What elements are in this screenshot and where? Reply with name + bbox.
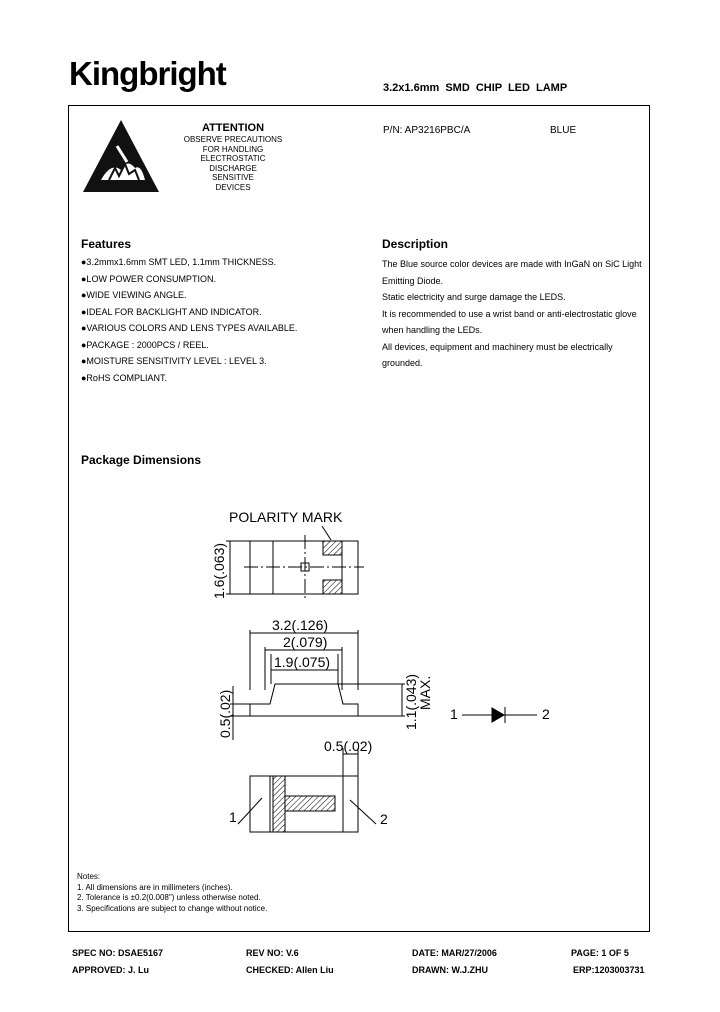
pad-thickness-dimension-label: 0.5(.02) bbox=[217, 689, 233, 738]
approved-by: APPROVED: J. Lu bbox=[72, 965, 150, 975]
attention-heading: ATTENTION bbox=[201, 122, 265, 134]
attention-line: FOR HANDLING bbox=[202, 144, 264, 154]
kingbright-logo: Kingbright bbox=[69, 55, 226, 92]
note-line: 1. All dimensions are in millimeters (inches). bbox=[77, 882, 233, 892]
description-paragraph: The Blue source color devices are made with InGaN on SiC Light Emitting Diode. bbox=[382, 259, 642, 286]
feature-item: ●WIDE VIEWING ANGLE. bbox=[81, 290, 187, 300]
diode-symbol-icon bbox=[462, 707, 537, 723]
description-heading: Description bbox=[382, 237, 449, 251]
attention-line: DEVICES bbox=[215, 182, 251, 192]
top-width-dimension-label: 1.9(.075) bbox=[274, 654, 331, 670]
page-number: PAGE: 1 OF 5 bbox=[571, 948, 629, 958]
description-paragraph: Static electricity and surge damage the LEDS. bbox=[382, 292, 566, 302]
diode-pin2-label: 2 bbox=[542, 706, 550, 722]
diode-pin1-label: 1 bbox=[450, 706, 458, 722]
polarity-leader bbox=[322, 526, 331, 540]
attention-line: SENSITIVE bbox=[212, 173, 254, 183]
height-dimension-label: 1.6(.063) bbox=[211, 542, 227, 599]
attention-line: DISCHARGE bbox=[209, 163, 257, 173]
pad2-label: 2 bbox=[380, 811, 388, 827]
description-paragraph: All devices, equipment and machinery must be electrically grounded. bbox=[382, 341, 613, 368]
emitting-color: BLUE bbox=[550, 125, 577, 136]
notes-block bbox=[77, 872, 267, 914]
thickness-dimension-label: 1.1(.043) bbox=[403, 673, 419, 730]
attention-line: OBSERVE PRECAUTIONS bbox=[183, 135, 283, 144]
pad1-label: 1 bbox=[229, 809, 237, 825]
features-heading: Features bbox=[81, 237, 132, 251]
length-dimension-label: 3.2(.126) bbox=[272, 617, 329, 633]
drawn-by: DRAWN: W.J.ZHU bbox=[412, 965, 488, 975]
notes-heading: Notes: bbox=[77, 872, 101, 881]
feature-item: ●3.2mmx1.6mm SMT LED, 1.1mm THICKNESS. bbox=[81, 257, 277, 267]
feature-item: ●PACKAGE : 2000PCS / REEL. bbox=[81, 339, 209, 350]
polarity-mark-hatch bbox=[323, 541, 342, 555]
feature-item: ●RoHS COMPLIANT. bbox=[81, 372, 167, 383]
pad-width-dimension-label: 0.5(.02) bbox=[324, 738, 373, 754]
date: DATE: MAR/27/2006 bbox=[412, 948, 497, 958]
feature-item: ●LOW POWER CONSUMPTION. bbox=[81, 273, 216, 284]
note-line: 3. Specifications are subject to change without notice. bbox=[77, 903, 268, 913]
feature-item: ●MOISTURE SENSITIVITY LEVEL : LEVEL 3. bbox=[81, 356, 267, 366]
part-number: P/N: AP3216PBC/A bbox=[383, 125, 471, 136]
document-title: 3.2x1.6mm SMD CHIP LED LAMP bbox=[383, 82, 568, 94]
revision-number: REV NO: V.6 bbox=[246, 948, 299, 958]
package-dimensions-heading: Package Dimensions bbox=[81, 453, 202, 467]
feature-item: ●IDEAL FOR BACKLIGHT AND INDICATOR. bbox=[81, 306, 262, 317]
polarity-mark-label: POLARITY MARK bbox=[229, 509, 343, 525]
feature-item: ●VARIOUS COLORS AND LENS TYPES AVAILABLE. bbox=[81, 323, 298, 333]
inner-dimension-label: 2(.079) bbox=[283, 634, 328, 650]
thickness-max-label: MAX. bbox=[417, 675, 433, 710]
spec-number: SPEC NO: DSAE5167 bbox=[72, 948, 164, 958]
attention-line: ELECTROSTATIC bbox=[200, 154, 266, 164]
erp-number: ERP:1203003731 bbox=[573, 965, 645, 975]
note-line: 2. Tolerance is ±0.2(0.008") unless otherwise noted. bbox=[77, 893, 261, 902]
checked-by: CHECKED: Allen Liu bbox=[246, 965, 334, 975]
description-paragraph: It is recommended to use a wrist band or anti-electrostatic glove when handling the LEDs. bbox=[382, 308, 637, 335]
